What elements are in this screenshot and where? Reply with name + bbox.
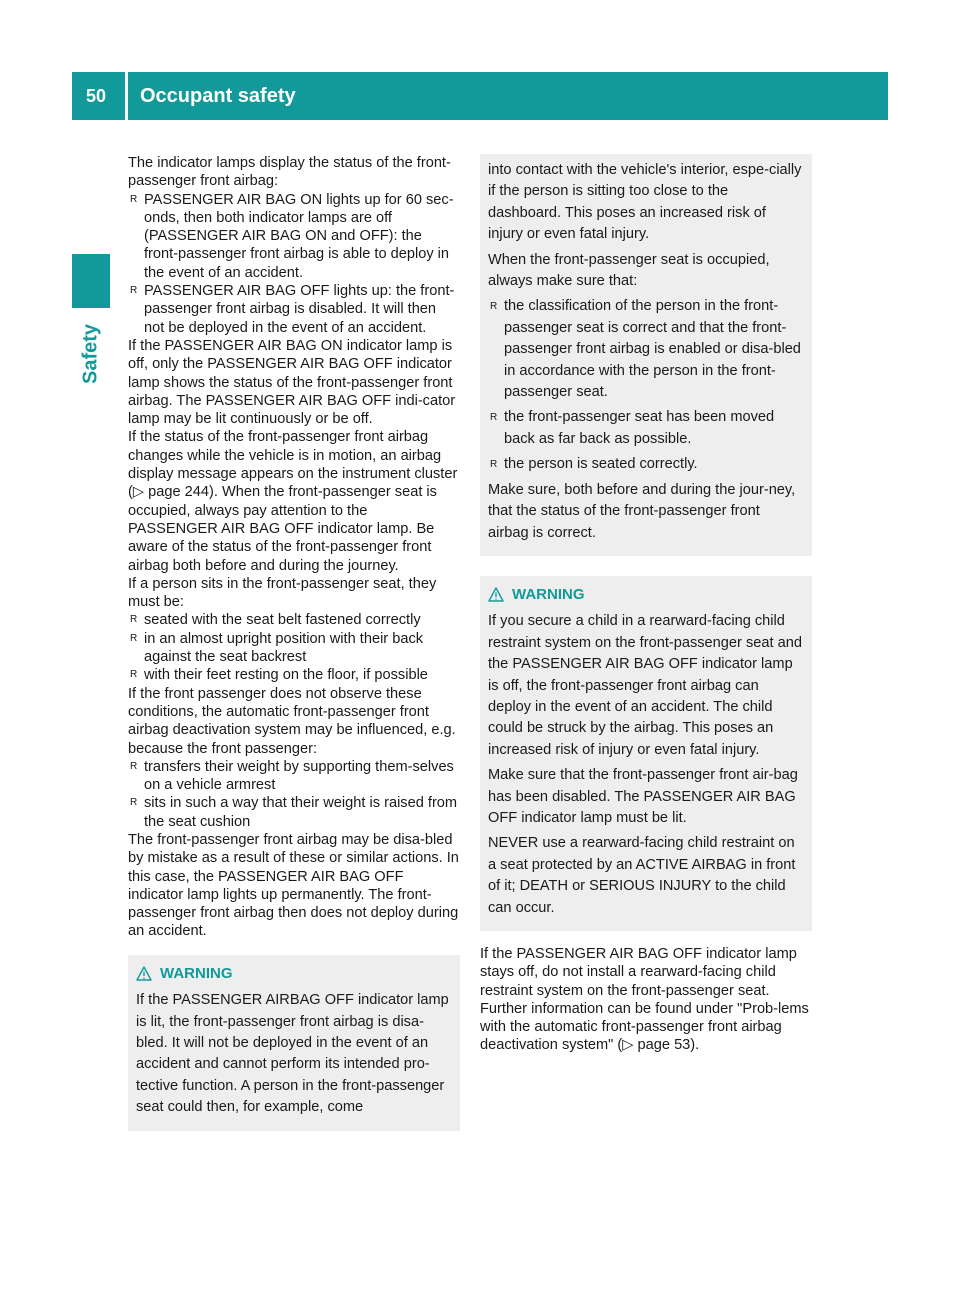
list-item: R PASSENGER AIR BAG OFF lights up: the front-passenger front airbag is disabled. It will then not be deployed in the event of an accident. [130,283,455,336]
list-item: R PASSENGER AIR BAG ON lights up for 60 sec-onds, then both indicator lamps are off (PASSENGER AIR BAG ON and OFF): the front-passenger front airbag is able to deploy in the event of an accident. [130,191,454,281]
page-title: Occupant safety [128,72,888,120]
page-reference-link[interactable]: ▷ page 53 [622,1037,691,1054]
warning-box [128,955,460,1131]
bullet-marker: R [130,285,138,297]
bullet-marker: R [130,614,138,626]
warning-text: If the PASSENGER AIRBAG OFF indicator lamp is lit, the front-passenger front airbag is disa-bled. It will not be deployed in the event of an accident and cannot perform its intended pro-tective function. A person in the front-passenger seat could then, for example, come [136,992,449,1116]
paragraph: The front-passenger front airbag may be disa-bled by mistake as a result of these or similar actions. In this case, the PASSENGER AIR BAG OFF indicator lamp lights up permanently. The front-passenger front airbag then does not deploy during an accident. [128,831,459,940]
bullet-marker: R [490,459,498,471]
warning-text: Make sure that the front-passenger front air-bag has been disabled. The PASSENGER AIR BAG OFF indicator lamp must be lit. [488,767,798,826]
warning-continued-box [480,154,812,556]
paragraph: If the PASSENGER AIR BAG ON indicator lamp is off, only the PASSENGER AIR BAG OFF indicator lamp shows the status of the front-passenger front airbag. The PASSENGER AIR BAG OFF indi-cator lamp may be lit continuously or be off. [128,337,456,428]
list-item: R with their feet resting on the floor, if possible [130,667,428,684]
list-item: R seated with the seat belt fastened correctly [130,612,421,629]
left-column [128,154,460,1131]
bullet-marker: R [490,301,498,313]
bullet-marker: R [490,412,498,424]
bullet-marker: R [130,193,138,205]
list-item: R the classification of the person in the front-passenger seat is correct and that the front-passenger front airbag is enabled or disa-bled in accordance with the person in the front-passenger seat. [490,298,801,401]
paragraph: into contact with the vehicle's interior, espe-cially if the person is sitting too close to the dashboard. This poses an increased risk of injury or even fatal injury. [488,162,802,243]
posture-list [128,611,460,684]
paragraph: When the front-passenger seat is occupied, always make sure that: [488,251,770,290]
status-list [128,191,460,337]
page-reference-link[interactable]: ▷ page 244 [132,484,210,501]
paragraph: If the status of the front-passenger front airbag changes while the vehicle is in motion, an airbag display message appears on the instrument cluster (▷ page 244). When the front-passenger seat is occupied, always pay attention to the PASSENGER AIR BAG OFF indicator lamp. Be aware of the status of the front-passenger front airbag both before and during the journey. [128,429,458,574]
influence-list [128,758,460,831]
warning-triangle-icon [488,587,504,602]
paragraph: If the PASSENGER AIR BAG OFF indicator lamp stays off, do not install a rearward-facing child restraint system on the front-passenger seat. Further information can be found under "Prob-lems with the automatic front-passenger front airbag deactivation system" (▷ page 53). [480,946,809,1054]
warning-heading: WARNING [136,963,452,984]
list-item: R transfers their weight by supporting them-selves on a vehicle armrest [130,758,454,794]
checklist [488,296,804,475]
bullet-marker: R [130,632,138,644]
intro-paragraph: The indicator lamps display the status of the front-passenger front airbag: [128,155,451,190]
page-number: 50 [72,72,125,120]
bullet-marker: R [130,669,138,681]
warning-triangle-icon [136,966,152,981]
section-tab [72,314,110,394]
warning-box [480,576,812,931]
warning-text: NEVER use a rearward-facing child restraint on a seat protected by an ACTIVE AIRBAG in front of it; DEATH or SERIOUS INJURY to the child can occur. [488,835,796,916]
warning-heading: WARNING [488,584,804,605]
right-column [480,154,812,1055]
list-item: R in an almost upright position with their back against the seat backrest [130,630,424,666]
paragraph: If a person sits in the front-passenger seat, they must be: [128,575,437,611]
paragraph: If the front passenger does not observe these conditions, the automatic front-passenger front airbag deactivation system may be influenced, e.g. because the front passenger: [128,685,456,757]
paragraph: Make sure, both before and during the jour-ney, that the status of the front-passenger front airbag is correct. [488,481,796,541]
list-item: R the person is seated correctly. [488,454,804,475]
section-label: Safety [79,323,102,385]
bullet-marker: R [130,797,138,809]
list-item: R sits in such a way that their weight is raised from the seat cushion [130,795,458,830]
section-marker [72,254,110,308]
warning-text: If you secure a child in a rearward-facing child restraint system on the front-passenger seat and the PASSENGER AIR BAG OFF indicator lamp is off, the front-passenger front airbag can deploy in the event of an accident. The child could be struck by the airbag. This poses an increased risk of injury or even fatal injury. [488,613,802,758]
list-item: R the front-passenger seat has been moved back as far back as possible. [490,409,775,447]
bullet-marker: R [130,760,138,772]
